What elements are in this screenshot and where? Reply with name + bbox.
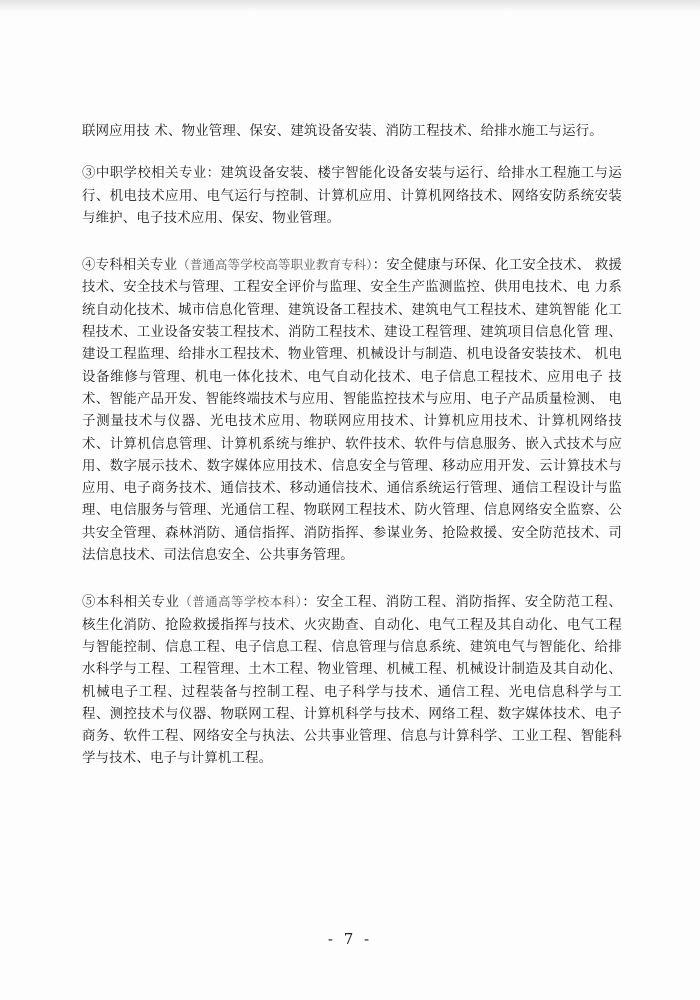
paragraph-label: ④专科相关专业 — [82, 258, 178, 274]
paragraph-text: 安全工程、消防工程、消防指挥、安全防范工程、 核生化消防、抢险救援指挥与技术、火灾勘查、自动化、电气工程及其自动化、电气工程 与智能控制、信息工程、电子信息工程、信息管理与信息系统、建筑电气与智能化、给排 水科学与工程、工程管理、土木工程、物业管理、机械工程、机械设计制造及其自动化、 机械电子工程、过程装备与控制工程、电子科学与技术、通信工程、光电信息科学与工 程、测控技术与仪器、物联网工程、计算机科学与技术、网络工程、数字媒体技术、电子 商务、软件工程、网络安全与执法、公共事业管理、信息与计算科学、工业工程、智能科 学与技术、电子与计算机工程。 — [82, 595, 622, 767]
document-body — [82, 121, 622, 795]
paragraph-associate-degree-majors — [82, 254, 622, 567]
scan-edge-shade — [0, 0, 700, 12]
paragraph-vocational-school-majors — [82, 163, 622, 230]
paragraph-label: ③中职学校相关专业： — [82, 166, 221, 182]
paragraph-bachelor-majors — [82, 591, 622, 770]
paragraph-text: 安全健康与环保、化工安全技术、 救援技术、安全技术与管理、工程安全评价与监理、安全生产监测监控、供用电技术、电 力系统自动化技术、城市信息化管理、建筑设备工程技术、建筑电气工程技术、建筑智能 化工程技术、工业设备安装工程技术、消防工程技术、建设工程管理、建筑项目信息化管 理、建设工程监理、给排水工程技术、物业管理、机械设计与制造、机电设备安装技术、 机电设备维修与管理、机电一体化技术、电气自动化技术、电子信息工程技术、应用电子 技术、智能产品开发、智能终端技术与应用、智能监控技术与应用、电子产品质量检测、 电子测量技术与仪器、光电技术应用、物联网应用技术、计算机应用技术、计算机网络技 术、计算机信息管理、计算机系统与维护、软件技术、软件与信息服务、嵌入式技术与应 用、数字展示技术、数字媒体应用技术、信息安全与管理、移动应用开发、云计算技术与 应用、电子商务技术、通信技术、移动通信技术、通信系统运行管理、通信工程设计与监 理、电信服务与管理、光通信工程、物联网工程技术、防火管理、信息网络安全监察、公 共安全管理、森林消防、通信指挥、消防指挥、参谋业务、抢险救援、安全防范技术、司法信息技术、司法信息安全、公共事务管理。 — [82, 258, 623, 564]
page-number: - 7 - — [327, 930, 373, 948]
paragraph-note: （普通高等学校高等职业教育专科） — [177, 257, 373, 273]
paragraph-label: ⑤本科相关专业 — [82, 595, 180, 611]
paragraph-text: 建筑设备安装、楼宇智能化设备安装与运行、给排水工程施工与运 行、机电技术应用、电气运行与控制、计算机应用、计算机网络技术、网络安防系统安装 与维护、电子技术应用、保安、物业管理。 — [82, 166, 622, 226]
paragraph-note: （普通高等学校本科） — [179, 594, 303, 610]
paragraph-continuation — [82, 121, 622, 143]
paragraph-text: 联网应用技 术、物业管理、保安、建筑设备安装、消防工程技术、给排水施工与运行。 — [82, 124, 603, 139]
paragraph-colon: ： — [302, 595, 317, 611]
paragraph-colon: ： — [372, 258, 387, 274]
